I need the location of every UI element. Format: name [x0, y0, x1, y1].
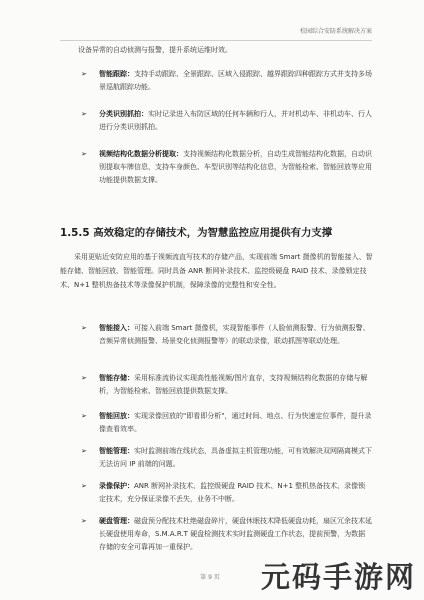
bullet-term: 智能跟踪： [99, 70, 134, 78]
bullet-term: 视频结构化数据分析提取： [99, 150, 183, 158]
bullet-term: 智能存储： [99, 374, 134, 382]
bullet-item-access [82, 322, 372, 348]
bullet-text: 实时记录进入布防区域的任何车辆和行人，并对机动车、非机动车、行人进行分类识别抓拍。 [99, 110, 372, 131]
site-watermark: 元码手游网 [260, 560, 416, 594]
bullet-term: 分类识别抓拍： [99, 110, 148, 118]
arrow-bullet-icon: ➢ [81, 110, 87, 118]
arrow-bullet-icon: ➢ [81, 517, 87, 525]
bullet-text: 磁盘预分配技术杜绝磁盘碎片，硬盘休眠技术降低硬盘功耗，扇区冗余技术延长硬盘使用寿命，S.M.A.R.T 硬盘检测技术实时监测硬盘工作状态，提前预警，为数据存储的安全可靠再加一重保护。 [99, 517, 372, 551]
arrow-bullet-icon: ➢ [81, 374, 87, 382]
bullet-text: 可接入前端 Smart 摄像机，实现智能事件（人脸侦测报警、行为侦测报警、音频异常侦测报警、场景变化侦测报警等）的联动录像，联动抓图等联动处理。 [99, 324, 370, 345]
arrow-bullet-icon: ➢ [81, 447, 87, 455]
arrow-bullet-icon: ➢ [81, 70, 87, 78]
page-number: 第 9 页 [200, 574, 220, 581]
bullet-item-structured-data [82, 148, 372, 186]
page-header [60, 26, 372, 41]
bullet-text: ANR 断网补录技术、监控级硬盘 RAID 技术、N+1 整机热备技术、录像锁定技术，充分保证录像不丢失，业务不中断。 [99, 482, 366, 503]
intro-paragraph: 采用更贴近安防应用的基于视频流直写技术的存储产品，实现前端 Smart 摄像机的智能接入、智能存储、智能回放、智能管理。同时具备 ANR 断网补录技术、监控级硬盘 RAID 技术、录像锁定技术、N+1 整机热备技术等录像保护机制，保障录像的完整性和安全性。 [60, 253, 373, 289]
arrow-bullet-icon: ➢ [81, 150, 87, 158]
bullet-term: 录像保护： [99, 482, 134, 490]
header-title: 校园综合安防系统解决方案 [299, 28, 372, 35]
bullet-item-management [82, 445, 372, 471]
arrow-bullet-icon: ➢ [81, 324, 87, 332]
bullet-term: 智能回放： [99, 412, 134, 420]
bullet-item-storage [82, 372, 372, 398]
bullet-term: 智能接入： [99, 324, 134, 332]
bullet-item-capture [82, 108, 372, 134]
arrow-bullet-icon: ➢ [81, 412, 87, 420]
bullet-text: 支持手动跟踪、全景跟踪、区域入侵跟踪、越界跟踪四种跟踪方式并支持多场景巡航跟踪功能。 [99, 70, 372, 91]
bullet-term: 硬盘管理： [99, 517, 134, 525]
bullet-text: 实时监测前端在线状态，具备虚拟主机管理功能，可有效解决双网隔离模式下无法访问 IP 前端的问题。 [99, 447, 372, 468]
bullet-text: 实现录像回放的"即看即分析"，通过时间、地点、行为快速定位事件，提升录像查看效率。 [99, 412, 372, 433]
arrow-bullet-icon: ➢ [81, 482, 87, 490]
bullet-item-playback [82, 410, 372, 436]
bullet-item-tracking [82, 68, 372, 94]
bullet-item-recording-protection [82, 480, 372, 506]
bullet-term: 智能管理： [99, 447, 134, 455]
bullet-item-disk-management [82, 515, 372, 553]
bullet-text: 采用标准流协议实现高性能视频/图片直存，支持视频结构化数据的存储与解析，为智能检索、智能回放提供数据支撑。 [99, 374, 368, 395]
bullet-text: 支持视频结构化数据分析，自动生成智能结构化数据，自动识别提取车牌信息，支持车身颜色、车型识别等结构化信息，为智能检索、智能回放等应用功能提供数据支撑。 [99, 150, 372, 184]
section-heading: 1.5.5 高效稳定的存储技术，为智慧监控应用提供有力支撑 [60, 227, 333, 239]
top-paragraph: 设备异常的自动侦测与报警，提升系统运维时效。 [78, 46, 232, 54]
